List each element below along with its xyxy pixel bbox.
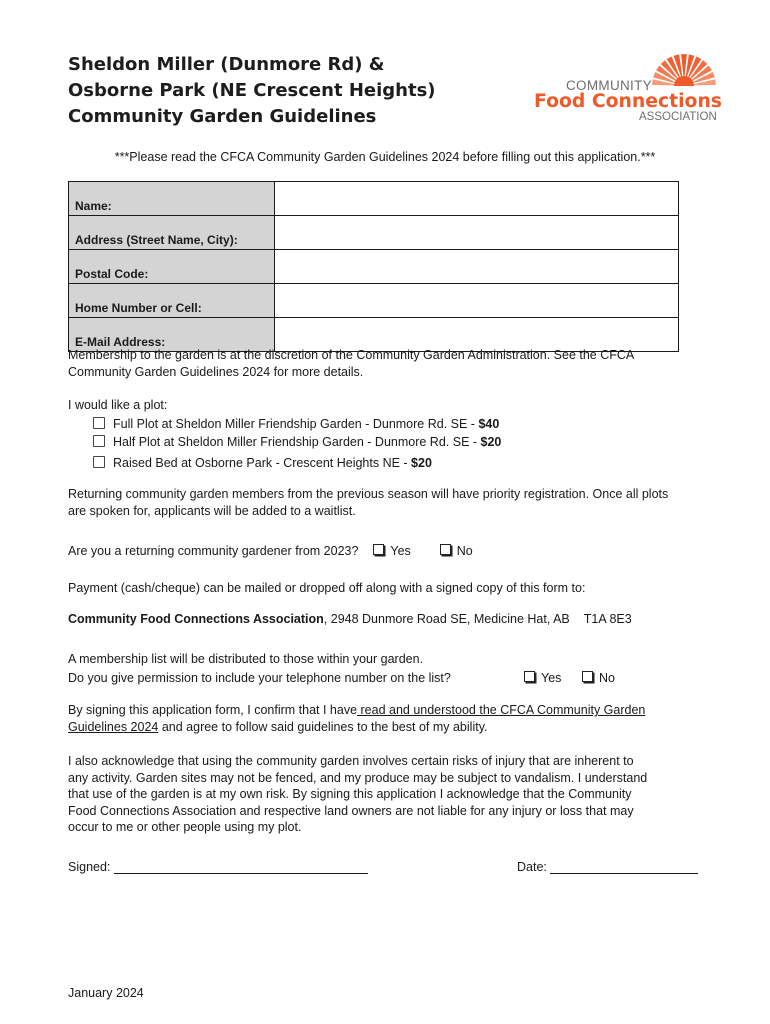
returning-no-label: No — [456, 544, 473, 558]
applicant-info-table — [68, 181, 679, 352]
guidelines-link[interactable]: read and understood the CFCA Community Garden — [357, 703, 646, 717]
title-line-2: Osborne Park (NE Crescent Heights) — [68, 80, 436, 101]
logo-line-association: ASSOCIATION — [639, 111, 717, 123]
table-row — [69, 250, 679, 284]
table-row — [69, 284, 679, 318]
phone-field[interactable] — [275, 284, 678, 317]
name-field[interactable] — [275, 182, 678, 215]
plot-price: $20 — [480, 435, 502, 449]
cfca-logo — [534, 50, 734, 126]
footer-date: January 2024 — [68, 986, 144, 1000]
returning-question: Are you a returning community gardener from 2023? — [68, 544, 359, 558]
mailing-address — [68, 611, 718, 628]
returning-paragraph — [68, 486, 718, 519]
title-line-1: Sheldon Miller (Dunmore Rd) & — [68, 54, 385, 75]
membership-line-1: Membership to the garden is at the discretion of the Community Garden Administration. See the CFCA — [68, 348, 635, 362]
table-row — [69, 216, 679, 250]
sun-rays-icon — [534, 50, 734, 126]
plot-price: $20 — [411, 456, 432, 470]
returning-yes-label: Yes — [390, 544, 411, 558]
title-line-3: Community Garden Guidelines — [68, 106, 377, 127]
table-row — [69, 182, 679, 216]
phone-label: Home Number or Cell: — [69, 284, 275, 318]
plot-option-half[interactable] — [93, 434, 501, 450]
plot-option-label: Half Plot at Sheldon Miller Friendship Garden - Dunmore Rd. SE - — [113, 435, 481, 449]
liability-paragraph — [68, 753, 718, 836]
plot-option-full[interactable] — [93, 416, 499, 432]
liability-line: that use of the garden is at my own risk. By signing this application I acknowledge that the Community — [68, 787, 632, 801]
half-plot-checkbox[interactable] — [93, 435, 105, 447]
liability-line: I also acknowledge that using the community garden involves certain risks of injury that are inherent to — [68, 754, 634, 768]
membership-list-note: A membership list will be distributed to those within your garden. — [68, 652, 424, 666]
date-row — [517, 859, 717, 876]
postal-code-label: Postal Code: — [69, 250, 275, 284]
read-guidelines-notice: ***Please read the CFCA Community Garden Guidelines 2024 before filling out this application.*** — [114, 150, 656, 164]
phone-no-label: No — [599, 671, 615, 685]
plot-intro: I would like a plot: — [68, 398, 168, 412]
phone-yes-label: Yes — [541, 671, 562, 685]
phone-yes-checkbox[interactable] — [524, 671, 535, 682]
payment-instructions: Payment (cash/cheque) can be mailed or dropped off along with a signed copy of this form to: — [68, 581, 586, 595]
plot-option-label: Raised Bed at Osborne Park - Crescent Heights NE - — [113, 456, 412, 470]
raised-bed-checkbox[interactable] — [93, 456, 105, 468]
postal-code-field[interactable] — [275, 250, 678, 283]
name-label: Name: — [69, 182, 275, 216]
page-title — [68, 52, 436, 130]
date-line[interactable] — [550, 873, 698, 874]
guidelines-link[interactable]: Guidelines 2024 — [68, 719, 159, 734]
full-plot-checkbox[interactable] — [93, 417, 105, 429]
phone-permission-question: Do you give permission to include your telephone number on the list? — [68, 671, 451, 685]
agreement-text: By signing this application form, I confirm that I have — [68, 703, 358, 717]
returning-line-1: Returning community garden members from the previous season will have priority registration. Once all plots — [68, 487, 669, 501]
plot-price: $40 — [478, 417, 500, 431]
logo-line-food-connections: Food Connections — [534, 91, 722, 112]
returning-yes-checkbox[interactable] — [373, 544, 384, 555]
email-label: E-Mail Address: — [69, 318, 275, 352]
org-name: Community Food Connections Association — [68, 612, 324, 626]
plot-option-raised-bed[interactable] — [93, 455, 432, 471]
org-address: , 2948 Dunmore Road SE, Medicine Hat, AB — [323, 612, 570, 626]
org-postal-code: T1A 8E3 — [583, 612, 632, 626]
date-label: Date: — [517, 860, 547, 874]
liability-line: Food Connections Association and respective land owners are not liable for any injury or loss that may — [68, 803, 634, 818]
agreement-paragraph — [68, 702, 713, 735]
signed-label: Signed: — [68, 860, 111, 874]
address-field[interactable] — [275, 216, 678, 249]
signature-line[interactable] — [114, 873, 368, 874]
phone-no-checkbox[interactable] — [582, 671, 593, 682]
liability-line: occur to me or other people using my plot. — [68, 820, 302, 834]
membership-line-2: Community Garden Guidelines 2024 for more details. — [68, 364, 364, 379]
phone-permission-row — [68, 670, 718, 687]
agreement-text: and agree to follow said guidelines to the best of my ability. — [158, 719, 488, 734]
address-label: Address (Street Name, City): — [69, 216, 275, 250]
sun-ray — [681, 54, 687, 78]
returning-line-2: are spoken for, applicants will be added to a waitlist. — [68, 503, 356, 518]
membership-paragraph — [68, 347, 718, 380]
returning-no-checkbox[interactable] — [440, 544, 451, 555]
liability-line: any activity. Garden sites may not be fenced, and my produce may be subject to vandalism. I understand — [68, 770, 648, 785]
plot-option-label: Full Plot at Sheldon Miller Friendship Garden - Dunmore Rd. SE - — [113, 417, 479, 431]
logo-line-community: COMMUNITY — [566, 78, 652, 93]
returning-question-row — [68, 543, 718, 560]
